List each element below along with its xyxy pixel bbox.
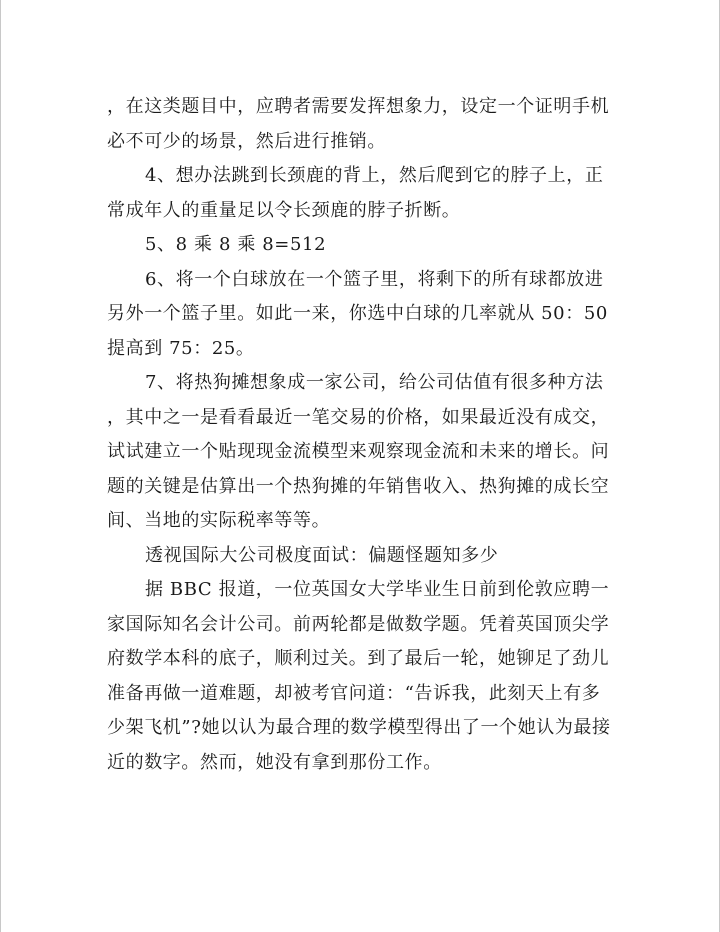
section-heading: 透视国际大公司极度面试：偏题怪题知多少 bbox=[145, 544, 499, 566]
text-line: ，在这类题目中，应聘者需要发挥想象力，设定一个证明手机 bbox=[107, 96, 610, 117]
document-body bbox=[107, 90, 627, 780]
text-line: 另外一个篮子里。如此一来，你选中白球的几率就从 50：50 bbox=[107, 303, 608, 324]
text-line: 试试建立一个贴现现金流模型来观察现金流和未来的增长。问 bbox=[107, 441, 610, 462]
text-line: 常成年人的重量足以令长颈鹿的脖子折断。 bbox=[107, 199, 461, 221]
text-line: 6、将一个白球放在一个篮子里，将剩下的所有球都放进 bbox=[145, 268, 604, 290]
text-line: 题的关键是估算出一个热狗摊的年销售收入、热狗摊的成长空 bbox=[107, 475, 610, 497]
text-line: 准备再做一道难题，却被考官问道：“告诉我，此刻天上有多 bbox=[107, 682, 601, 704]
text-line: 近的数字。然而，她没有拿到那份工作。 bbox=[107, 751, 442, 773]
text-line: 提高到 75：25。 bbox=[107, 337, 255, 359]
text-line: 5、8 乘 8 乘 8=512 bbox=[145, 234, 327, 255]
text-line: 间、当地的实际税率等等。 bbox=[107, 510, 331, 531]
text-line: 必不可少的场景，然后进行推销。 bbox=[107, 130, 386, 152]
text-line: 4、想办法跳到长颈鹿的背上，然后爬到它的脖子上，正 bbox=[145, 165, 604, 186]
text-line: 府数学本科的底子，顺利过关。到了最后一轮，她铆足了劲儿 bbox=[107, 648, 610, 669]
text-line: 家国际知名会计公司。前两轮都是做数学题。凭着英国顶尖学 bbox=[107, 613, 610, 635]
text-line: 7、将热狗摊想象成一家公司，给公司估值有很多种方法 bbox=[145, 372, 604, 393]
text-line: 少架飞机”?她以认为最合理的数学模型得出了一个她认为最接 bbox=[107, 717, 611, 738]
text-line: 据 BBC 报道，一位英国女大学毕业生日前到伦敦应聘一 bbox=[145, 579, 610, 600]
text-line: ，其中之一是看看最近一笔交易的价格，如果最近没有成交， bbox=[107, 406, 610, 428]
